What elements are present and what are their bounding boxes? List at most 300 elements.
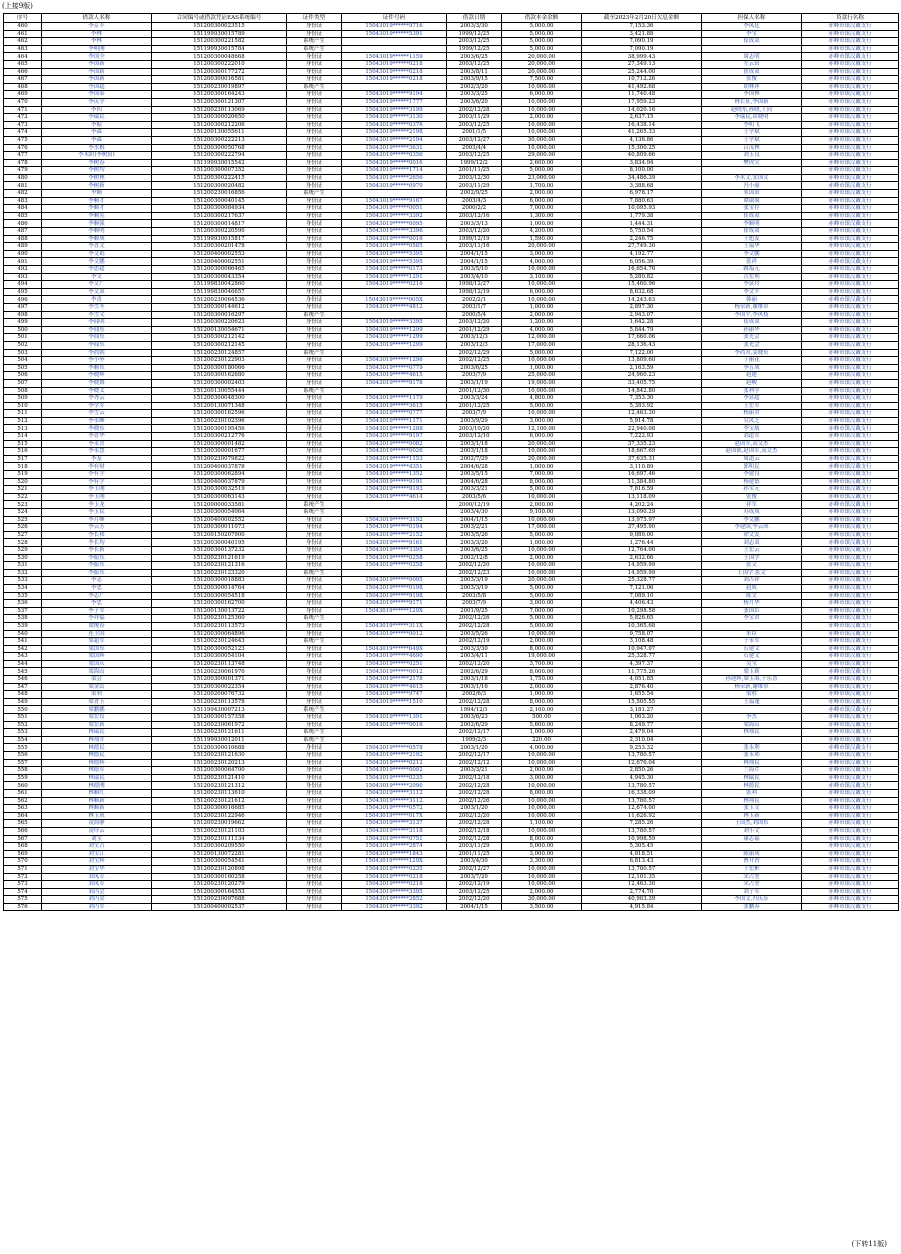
cell-interest: 4,945.30 [582,774,702,782]
cell-guarantor: 李国文,冯庆乐 [702,896,802,904]
cell-loan-date: 2003/3/21 [447,486,502,494]
cell-seq: 516 [4,448,42,456]
cell-borrower: 林德辉 [42,759,152,767]
table-row [4,539,899,547]
cell-seq: 566 [4,827,42,835]
cell-loan-date: 2001/9/25 [447,607,502,615]
cell-seq: 561 [4,789,42,797]
cell-loan-date: 2001/11/25 [447,167,502,175]
header-borrower: 借款人名称 [42,14,152,23]
cell-contract-no: 151200300209550 [152,843,287,851]
cell-borrower: 刘丙金 [42,896,152,904]
cell-guarantor: 孙宝元 [702,486,802,494]
cell-guarantor: 崔成双 [702,228,802,236]
cell-id-type: 身份证 [287,622,342,630]
cell-id-type: 身份证 [287,797,342,805]
cell-principal: 2,600.00 [502,159,582,167]
cell-interest: 7,285.26 [582,820,702,828]
cell-seq: 488 [4,235,42,243]
cell-bank: 赤峰市镇汉戴支行 [802,68,899,76]
cell-id-no: 15043019******3137 [342,820,447,828]
cell-id-no: 15043019******0218 [342,76,447,84]
cell-principal: 10,000.00 [502,782,582,790]
cell-borrower: 李尚朝 [42,349,152,357]
cell-id-no: 15043019******0016 [342,235,447,243]
cell-interest: 13,780.57 [582,782,702,790]
cell-seq: 533 [4,577,42,585]
cell-borrower: 李国全 [42,53,152,61]
cell-seq: 495 [4,288,42,296]
table-row [4,562,899,570]
cell-borrower: 李京丰 [42,23,152,31]
table-row [4,691,899,699]
cell-guarantor: 林翔民 [702,759,802,767]
cell-principal: 5,600.00 [502,721,582,729]
cell-interest: 12,101.35 [582,873,702,881]
cell-borrower: 李明刚 [42,45,152,53]
cell-loan-date: 2003/12/25 [447,60,502,68]
cell-principal: 2,000.00 [502,190,582,198]
cell-id-type: 身份证 [287,68,342,76]
cell-id-type: 身份证 [287,774,342,782]
cell-borrower: 李闻明 [42,319,152,327]
cell-borrower: 林德刚 [42,782,152,790]
cell-id-type: 身份证 [287,850,342,858]
cell-id-no: 15043019******0095 [342,577,447,585]
cell-id-type: 身份证 [287,448,342,456]
cell-principal: 10,000.00 [502,106,582,114]
cell-id-no: 15043019******4812 [342,303,447,311]
cell-principal: 3,000.00 [502,774,582,782]
table-row [4,228,899,236]
cell-seq: 512 [4,417,42,425]
cell-loan-date: 2004/1/15 [447,516,502,524]
table-row [4,615,899,623]
cell-interest: 25,328.77 [582,577,702,585]
cell-bank: 赤峰市镇汉戴支行 [802,843,899,851]
cell-principal: 8,000.00 [502,645,582,653]
cell-interest: 4,202.24 [582,501,702,509]
cell-id-type: 身份证 [287,159,342,167]
cell-bank: 赤峰市镇汉戴支行 [802,349,899,357]
cell-seq: 527 [4,531,42,539]
cell-bank: 赤峰市镇汉戴支行 [802,402,899,410]
cell-loan-date: 2002/12/8 [447,554,502,562]
cell-id-no: 15043019******0376 [342,121,447,129]
cell-contract-no: 151200300162680 [152,372,287,380]
cell-id-type: 系统产生 [287,45,342,53]
cell-contract-no: 151200300007352 [152,167,287,175]
cell-id-no: 15043019******0751 [342,835,447,843]
cell-contract-no: 151200230121316 [152,562,287,570]
cell-interest: 6,978.17 [582,190,702,198]
cell-interest: 5,826.65 [582,615,702,623]
cell-contract-no: 151200300014764 [152,584,287,592]
cell-id-no: 15043019******0092 [342,767,447,775]
cell-interest: 1,444.31 [582,220,702,228]
cell-seq: 555 [4,744,42,752]
table-row [4,577,899,585]
cell-interest: 28,136.43 [582,341,702,349]
table-row [4,774,899,782]
cell-bank: 赤峰市镇汉戴支行 [802,888,899,896]
table-row [4,827,899,835]
cell-principal: 29,000.00 [502,152,582,160]
continuation-note: (上接9版) [2,2,33,10]
cell-principal: 10,000.00 [502,121,582,129]
cell-loan-date: 2000/2/2 [447,205,502,213]
cell-loan-date: 2002/12/20 [447,660,502,668]
table-row [4,873,899,881]
cell-interest: 12,676.04 [582,759,702,767]
cell-seq: 559 [4,774,42,782]
cell-guarantor: 李文鹏 [702,250,802,258]
cell-contract-no: 151200130054671 [152,326,287,334]
cell-guarantor: 崔成双 [702,212,802,220]
table-row [4,303,899,311]
cell-guarantor: 谭淑海 [702,197,802,205]
table-row [4,486,899,494]
cell-seq: 504 [4,357,42,365]
cell-guarantor: 王宏军 [702,402,802,410]
cell-bank: 赤峰市镇汉戴支行 [802,630,899,638]
cell-borrower: 林顺新 [42,805,152,813]
cell-loan-date: 2002/12/28 [447,789,502,797]
cell-borrower: 李晓东 [42,425,152,433]
cell-interest: 10,365.68 [582,622,702,630]
cell-principal: 2,000.00 [502,554,582,562]
cell-id-no: 15043019******2198 [342,129,447,137]
cell-interest: 13,090.29 [582,509,702,517]
cell-loan-date: 2003/6/25 [447,53,502,61]
cell-contract-no: 151200300001482 [152,440,287,448]
cell-id-type: 身份证 [287,114,342,122]
cell-seq: 567 [4,835,42,843]
cell-contract-no: 151199930015817 [152,235,287,243]
cell-id-no: 15043019******2090 [342,782,447,790]
cell-loan-date: 2002/12/28 [447,835,502,843]
cell-borrower: 李瑞民 [42,114,152,122]
cell-id-no: 15043019******9198 [342,592,447,600]
cell-borrower: 梁鹏鹏 [42,706,152,714]
cell-principal: 10,000.00 [502,144,582,152]
cell-loan-date: 2002/12/17 [447,729,502,737]
table-row [4,569,899,577]
cell-borrower: 李闻东 [42,334,152,342]
cell-id-no: 15043019******017X [342,812,447,820]
cell-principal: 10,000.00 [502,129,582,137]
cell-seq: 507 [4,379,42,387]
cell-principal: 10,000.00 [502,357,582,365]
cell-principal: 5,000.00 [502,30,582,38]
table-row [4,706,899,714]
cell-id-type: 身份证 [287,53,342,61]
cell-loan-date: 2001/12/29 [447,326,502,334]
cell-seq: 532 [4,569,42,577]
cell-bank: 赤峰市镇汉戴支行 [802,190,899,198]
cell-id-type: 身份证 [287,584,342,592]
table-row [4,440,899,448]
cell-guarantor: 刘占祥 [702,577,802,585]
cell-principal: 1,200.00 [502,319,582,327]
cell-borrower: 梁国庆 [42,660,152,668]
table-row [4,341,899,349]
cell-loan-date: 2003/6/25 [447,546,502,554]
cell-principal: 9,100.00 [502,509,582,517]
cell-seq: 500 [4,326,42,334]
table-row [4,205,899,213]
cell-guarantor: 张永利 [702,744,802,752]
table-row [4,98,899,106]
cell-borrower: 刘宝华 [42,865,152,873]
cell-loan-date: 2002/12/27 [447,865,502,873]
cell-id-type: 身份证 [287,683,342,691]
cell-id-no: 15043019******3395 [342,888,447,896]
cell-bank: 赤峰市镇汉戴支行 [802,554,899,562]
header-principal: 借款本金余额 [502,14,582,23]
cell-id-no: 15043019******9167 [342,197,447,205]
cell-interest: 40,809.66 [582,152,702,160]
cell-principal: 19,000.00 [502,653,582,661]
cell-loan-date: 2003/4/10 [447,273,502,281]
cell-id-type: 身份证 [287,258,342,266]
cell-seq: 511 [4,410,42,418]
cell-principal: 30,000.00 [502,136,582,144]
cell-guarantor: 李尚君,姜晓东 [702,349,802,357]
cell-guarantor: 李富玲 [702,281,802,289]
cell-seq: 464 [4,53,42,61]
cell-contract-no: 151200230123320 [152,569,287,577]
cell-guarantor: 朱臣 [702,630,802,638]
cell-principal: 220.00 [502,736,582,744]
cell-guarantor: 张宝存 [702,205,802,213]
cell-guarantor: 张文 [702,562,802,570]
cell-principal: 2,000.00 [502,888,582,896]
cell-interest: 2,479.04 [582,729,702,737]
header-bank: 贷款行名称 [802,14,899,23]
cell-bank: 赤峰市镇汉戴支行 [802,729,899,737]
cell-guarantor: 宋占奎 [702,873,802,881]
cell-guarantor: 兰海芹 [702,767,802,775]
cell-interest: 38,999.43 [582,53,702,61]
cell-loan-date: 2002/12/28 [447,106,502,114]
table-row [4,752,899,760]
cell-id-type: 身份证 [287,410,342,418]
cell-bank: 赤峰市镇汉戴支行 [802,592,899,600]
cell-interest: 24,960.23 [582,372,702,380]
cell-principal: 3,300.00 [502,858,582,866]
cell-principal: 5,000.00 [502,531,582,539]
table-row [4,744,899,752]
cell-interest: 13,975.97 [582,516,702,524]
cell-id-type: 身份证 [287,752,342,760]
cell-loan-date: 2004/6/28 [447,478,502,486]
cell-loan-date: 2003/12/25 [447,152,502,160]
table-row [4,736,899,744]
cell-loan-date: 2002/12/28 [447,820,502,828]
cell-guarantor [702,622,802,630]
cell-id-type: 身份证 [287,653,342,661]
cell-guarantor: 李宝航 [702,425,802,433]
cell-bank: 赤峰市镇汉戴支行 [802,903,899,911]
cell-interest: 16,338.09 [582,789,702,797]
cell-borrower: 李国新 [42,68,152,76]
cell-contract-no: 151200230121630 [152,752,287,760]
cell-id-type: 身份证 [287,379,342,387]
cell-guarantor: 刘子军 [702,888,802,896]
cell-id-type: 身份证 [287,820,342,828]
table-row [4,865,899,873]
cell-id-no [342,45,447,53]
cell-principal: 3,000.00 [502,250,582,258]
cell-id-no: 15043019******1714 [342,167,447,175]
cell-loan-date: 2003/1/18 [447,448,502,456]
cell-seq: 466 [4,68,42,76]
header-loan-date: 借款日期 [447,14,502,23]
cell-bank: 赤峰市镇汉戴支行 [802,455,899,463]
cell-id-no: 15043019******9161 [342,539,447,547]
cell-bank: 赤峰市镇汉戴支行 [802,281,899,289]
cell-borrower: 李喜华 [42,433,152,441]
cell-loan-date: 2003/5/6 [447,493,502,501]
cell-loan-date: 2001/11/25 [447,850,502,858]
cell-seq: 542 [4,645,42,653]
cell-contract-no: 151200230113610 [152,789,287,797]
cell-loan-date: 2003/1/20 [447,805,502,813]
cell-guarantor: 赵国锁,赵国军,高文杰 [702,448,802,456]
next-page-note: (下转11版) [851,1240,887,1248]
cell-guarantor: 曹开香 [702,858,802,866]
cell-seq: 494 [4,281,42,289]
cell-contract-no: 151200300084934 [152,205,287,213]
table-row [4,782,899,790]
cell-contract-no: 151200230125360 [152,615,287,623]
cell-seq: 563 [4,805,42,813]
cell-borrower: 林瑞民 [42,774,152,782]
cell-bank: 赤峰市镇汉戴支行 [802,311,899,319]
table-row [4,76,899,84]
cell-loan-date: 2003/5/26 [447,630,502,638]
cell-contract-no: 151200300032519 [152,486,287,494]
cell-principal: 19,000.00 [502,379,582,387]
cell-seq: 477 [4,152,42,160]
cell-principal: 8,000.00 [502,835,582,843]
cell-id-type: 身份证 [287,243,342,251]
cell-interest: 5,305.45 [582,843,702,851]
cell-interest: 11,384.80 [582,478,702,486]
cell-principal: 2,000.00 [502,311,582,319]
cell-guarantor: 李显超 [702,395,802,403]
cell-id-no: 15043019******4614 [342,493,447,501]
cell-id-type: 系统产生 [287,349,342,357]
cell-borrower: 李顺成 [42,235,152,243]
cell-bank: 赤峰市镇汉戴支行 [802,410,899,418]
cell-bank: 赤峰市镇汉戴支行 [802,524,899,532]
cell-interest: 10,712.26 [582,76,702,84]
cell-borrower: 李林 [42,38,152,46]
cell-borrower: 李有学 [42,471,152,479]
cell-guarantor: 吴宝 [702,660,802,668]
cell-seq: 519 [4,471,42,479]
cell-id-type: 身份证 [287,896,342,904]
cell-id-type: 身份证 [287,417,342,425]
cell-principal: 10,000.00 [502,98,582,106]
cell-principal: 23,000.00 [502,174,582,182]
cell-id-no: 15043019******0216 [342,281,447,289]
cell-bank: 赤峰市镇汉戴支行 [802,288,899,296]
cell-id-type: 身份证 [287,273,342,281]
cell-id-no: 15043019******1159 [342,53,447,61]
cell-bank: 赤峰市镇汉戴支行 [802,83,899,91]
cell-contract-no: 151200230079822 [152,455,287,463]
cell-principal: 2,000.00 [502,683,582,691]
cell-id-no: 15043019******0016 [342,159,447,167]
cell-seq: 489 [4,243,42,251]
cell-principal: 25,000.00 [502,372,582,380]
cell-id-no: 15043019******3392 [342,212,447,220]
table-row [4,546,899,554]
cell-bank: 赤峰市镇汉戴支行 [802,615,899,623]
cell-loan-date: 2002/6/29 [447,668,502,676]
cell-principal: 10,000.00 [502,805,582,813]
table-row [4,425,899,433]
cell-interest: 41,265.33 [582,129,702,137]
cell-borrower: 李永峰 [42,417,152,425]
cell-id-no: 15043019******1153 [342,455,447,463]
cell-principal: 10,000.00 [502,562,582,570]
cell-principal: 5,000.00 [502,486,582,494]
cell-bank: 赤峰市镇汉戴支行 [802,600,899,608]
cell-seq: 479 [4,167,42,175]
cell-id-no: 15043019******5391 [342,30,447,38]
cell-id-no: 15043019******9716 [342,23,447,31]
cell-guarantor: 左云田 [702,60,802,68]
cell-principal: 6,000.00 [502,197,582,205]
cell-loan-date: 2003/10/20 [447,425,502,433]
cell-borrower: 李晓辉 [42,372,152,380]
cell-seq: 551 [4,714,42,722]
cell-id-type: 身份证 [287,782,342,790]
table-row [4,372,899,380]
cell-id-type: 身份证 [287,554,342,562]
cell-interest: 3,834.94 [582,159,702,167]
cell-bank: 赤峰市镇汉戴支行 [802,744,899,752]
table-row [4,835,899,843]
cell-seq: 571 [4,865,42,873]
cell-contract-no: 151200130055611 [152,129,287,137]
cell-borrower: 李森 [42,129,152,137]
cell-id-type: 身份证 [287,903,342,911]
table-row [4,395,899,403]
table-row [4,509,899,517]
cell-principal: 10,000.00 [502,410,582,418]
cell-interest: 2,632.66 [582,554,702,562]
cell-id-no: 15043019******0095 [342,220,447,228]
cell-principal: 7,000.00 [502,607,582,615]
table-row [4,106,899,114]
cell-id-type: 身份证 [287,645,342,653]
cell-seq: 474 [4,129,42,137]
cell-interest: 14,020.16 [582,106,702,114]
cell-id-type: 身份证 [287,531,342,539]
cell-id-no: 15043019******0016 [342,721,447,729]
cell-bank: 赤峰市镇汉戴支行 [802,865,899,873]
cell-principal: 2,000.00 [502,638,582,646]
cell-principal: 1,750.00 [502,676,582,684]
cell-borrower: 李文鹏 [42,258,152,266]
cell-seq: 503 [4,349,42,357]
cell-bank: 赤峰市镇汉戴支行 [802,228,899,236]
